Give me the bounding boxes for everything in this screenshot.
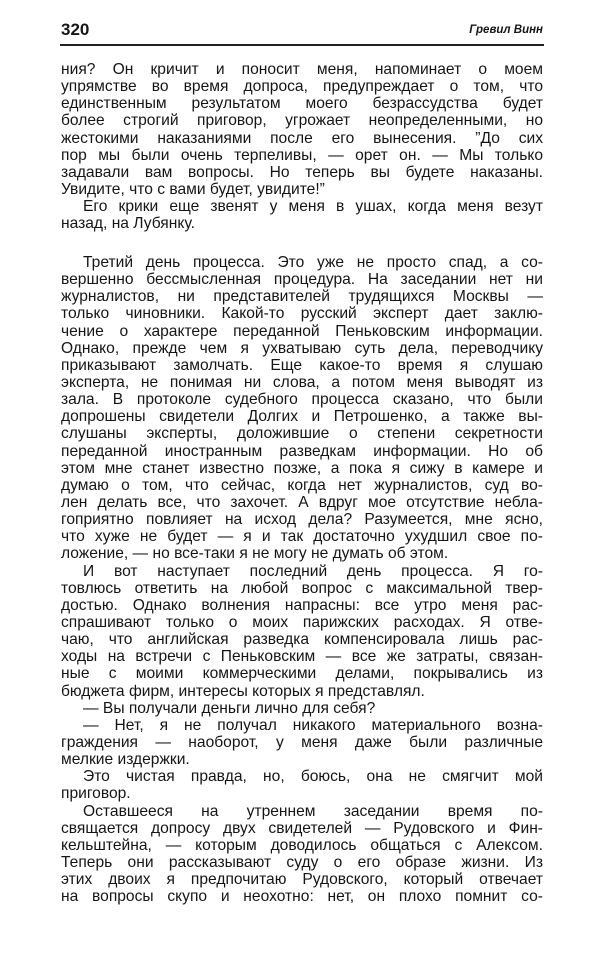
- text-line: граждения — наоборот, у меня даже были различные: [61, 733, 543, 751]
- text-line: ные с моими коммерческими делами, покрывались из: [61, 665, 543, 683]
- text-line: ложение, — но все-таки я не могу не думать об этом.: [61, 545, 449, 563]
- text-line: допрошены свидетели Долгих и Петрошенко, а также вы-: [61, 408, 543, 426]
- text-line: задавали вам вопросы. Но теперь вы будете наказаны.: [61, 163, 543, 181]
- text-line: вершенно бессмысленная процедура. На заседании нет ни: [61, 271, 543, 289]
- paragraph: [61, 717, 543, 768]
- text-line: Его крики еще звенят у меня в ушах, когда меня везут: [83, 198, 543, 216]
- text-line: переданной иностранным разведкам информации. Но об: [61, 442, 543, 460]
- text-line: достью. Однако волнения напрасны: все утро меня рас-: [61, 596, 543, 614]
- text-line: упрямстве во время допроса, предупреждает о том, что: [61, 78, 543, 96]
- text-line: бюджета фирм, интересы которых я представлял.: [61, 682, 425, 700]
- text-line: ходы на встречи с Пеньковским — все же затраты, связан-: [61, 648, 543, 666]
- text-line: более строгий приговор, угрожает неопределенными, но: [61, 112, 543, 130]
- text-line: чаю, что английская разведка компенсировала лишь рас-: [61, 631, 543, 649]
- text-line: Увидите, что с вами будет, увидите!”: [61, 180, 325, 198]
- running-head-author: Гревил Винн: [469, 24, 543, 36]
- text-line: ния? Он кричит и поносит меня, напоминает о моем: [61, 61, 543, 78]
- text-line: спрашивают только о моих парижских расходах. Я отве-: [61, 613, 543, 631]
- paragraph: [61, 563, 543, 700]
- text-line: — Нет, я не получал никакого материального возна-: [83, 716, 543, 734]
- text-line: Однако, прежде чем я ухватываю суть дела, переводчику: [61, 339, 543, 357]
- text-line: приказывают замолчать. Еще какое-то время я слушаю: [61, 356, 543, 374]
- text-line: чение о характере переданной Пеньковским информации.: [61, 322, 543, 340]
- text-line: товлюсь ответить на любой вопрос с максимальной твер-: [61, 579, 543, 597]
- paragraph: [61, 198, 543, 232]
- text-line: приговор.: [61, 785, 131, 803]
- text-line: жестокими наказаниями после его вынесения. ”До сих: [61, 129, 543, 147]
- text-block-2: [61, 254, 543, 905]
- paragraph: [61, 768, 543, 802]
- text-line: гоприятно повлияет на исход дела? Разумеется, мне ясно,: [61, 511, 543, 529]
- text-line: этом мне станет известно позже, а пока я сижу в камере и: [61, 459, 543, 477]
- text-line: пор мы были очень терпеливы, — орет он. — Мы только: [61, 146, 543, 164]
- page-number: 320: [61, 20, 90, 39]
- text-line: мелкие издержки.: [61, 751, 190, 769]
- text-line: только чиновники. Какой-то русский эксперт дает заклю-: [61, 305, 543, 323]
- text-line: — Вы получали деньги лично для себя?: [83, 699, 376, 717]
- header-rule: [60, 44, 544, 46]
- paragraph: [61, 700, 543, 717]
- text-line: И вот наступает последний день процесса. Я го-: [83, 562, 543, 580]
- text-line: на вопросы скупо и неохотно: нет, он плохо помнит со-: [61, 888, 543, 906]
- text-line: думаю о том, что сейчас, когда нет журналистов, суд во-: [61, 476, 543, 494]
- text-line: лен делать все, что захочет. А вдруг мое отсутствие небла-: [61, 493, 543, 511]
- text-line: Оставшееся на утреннем заседании время по-: [83, 802, 543, 820]
- text-line: этих двоих я предпочитаю Рудовского, который отвечает: [61, 871, 543, 889]
- text-line: слушаны эксперты, доложившие о степени секретности: [61, 425, 543, 443]
- text-line: эксперта, не понимая ни слова, а потом меня выводят из: [61, 373, 543, 391]
- text-line: что хуже не будет — я и так достаточно ухудшил свое по-: [61, 528, 543, 546]
- text-line: Это чистая правда, но, боюсь, она не смягчит мой: [83, 768, 543, 786]
- text-line: кельштейна, — которым доводилось общаться с Алексом.: [61, 836, 543, 854]
- text-block-1: [61, 61, 543, 232]
- paragraph: [61, 254, 543, 563]
- paragraph: [61, 61, 543, 198]
- text-line: Теперь они рассказывают суду о его образе жизни. Из: [61, 853, 543, 871]
- paragraph: [61, 803, 543, 906]
- text-line: Третий день процесса. Это уже не просто спад, а со-: [83, 254, 543, 271]
- text-line: свящается допросу двух свидетелей — Рудовского и Фин-: [61, 819, 543, 837]
- text-line: журналистов, ни представителей трудящихся Москвы —: [61, 288, 543, 306]
- text-line: назад, на Лубянку.: [61, 215, 195, 233]
- text-line: зала. В протоколе судебного процесса сказано, что были: [61, 391, 543, 409]
- text-line: единственным результатом моего безрассудства будет: [61, 95, 543, 113]
